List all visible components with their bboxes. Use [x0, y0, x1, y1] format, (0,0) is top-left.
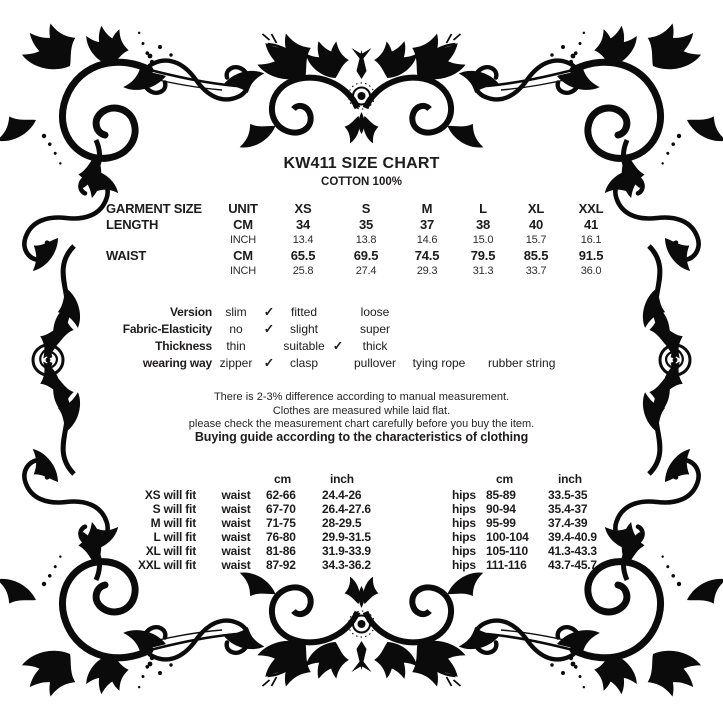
characteristic-label: Thickness [155, 339, 212, 353]
empty-cell [196, 545, 214, 559]
hips-cm-value: 90-94 [486, 501, 516, 516]
part-label: waist [221, 529, 251, 544]
empty-cell [392, 472, 452, 489]
size-cell: 31.3 [472, 265, 494, 278]
header-size-xs: XS [294, 201, 312, 216]
waist-cm-value: 67-70 [266, 501, 296, 516]
option: slight [289, 322, 318, 336]
waist-cm-value: 71-75 [266, 515, 296, 530]
option: fitted [290, 305, 317, 319]
guide-row-m [112, 517, 618, 531]
size-cell: 13.8 [355, 233, 377, 246]
part-label: hips [452, 557, 476, 572]
option [404, 321, 474, 338]
empty-cell [258, 472, 266, 489]
option [474, 304, 604, 321]
size-cell: 40 [528, 216, 544, 232]
part-label: waist [221, 501, 251, 516]
empty-cell [214, 472, 258, 489]
waist-cm-row [106, 248, 620, 264]
garment-size-table [106, 201, 620, 280]
size-fit-label: S will fit [152, 501, 196, 516]
size-fit-label: XS will fit [144, 488, 196, 502]
size-cell: 25.8 [292, 265, 314, 278]
size-fit-label: L will fit [153, 529, 196, 544]
check-icon [330, 304, 346, 321]
length-cm-row [106, 217, 620, 233]
fabric-subtitle: COTTON 100% [321, 176, 402, 188]
size-cell: 65.5 [290, 248, 316, 264]
guide-row-l [112, 531, 618, 545]
option [474, 338, 604, 355]
check-icon [330, 355, 346, 372]
header-garment-size: GARMENT SIZE [106, 201, 202, 216]
size-cell: 27.4 [355, 265, 377, 278]
waist-cm-header: cm [274, 472, 291, 486]
size-cell: 14.6 [416, 233, 438, 246]
guide-row-xxl [112, 559, 618, 573]
size-fit-label: XXL will fit [137, 557, 196, 572]
empty-cell [196, 517, 214, 531]
header-size-s: S [361, 201, 371, 216]
part-label: waist [221, 543, 251, 558]
part-label: waist [221, 557, 251, 572]
characteristic-label: Fabric-Elasticity [122, 322, 212, 336]
size-cell: 16.1 [580, 233, 602, 246]
guide-row-xs [112, 489, 618, 503]
empty-cell [258, 503, 266, 517]
page-title: KW411 SIZE CHART [283, 155, 440, 172]
option: slim [225, 305, 247, 319]
note-line: Clothes are measured while laid flat. [272, 404, 451, 417]
hips-cm-value: 85-89 [486, 488, 516, 502]
size-cell: 91.5 [578, 248, 604, 264]
size-cell: 33.7 [525, 265, 547, 278]
option: thin [226, 339, 246, 353]
buying-guide-table [112, 472, 618, 572]
check-icon: ✓ [263, 356, 275, 370]
characteristic-label: wearing way [142, 356, 212, 370]
size-table-header-row [106, 201, 620, 217]
waist-inch-value: 29.9-31.5 [322, 529, 371, 544]
size-fit-label: M will fit [150, 515, 196, 530]
empty-cell [196, 559, 214, 573]
waist-cm-value: 62-66 [266, 488, 296, 502]
empty-cell [452, 472, 486, 489]
size-cell: 15.7 [525, 233, 547, 246]
characteristic-row-elasticity [102, 321, 604, 338]
hips-cm-value: 105-110 [486, 543, 528, 558]
row-unit: INCH [229, 265, 257, 278]
row-unit: CM [233, 216, 253, 232]
empty-cell [196, 531, 214, 545]
row-label [106, 264, 214, 280]
part-label: waist [221, 488, 251, 502]
hips-cm-header: cm [496, 472, 513, 486]
empty-cell [258, 531, 266, 545]
option: zipper [219, 356, 253, 370]
empty-cell [258, 545, 266, 559]
size-cell: 74.5 [414, 248, 440, 264]
size-cell: 36.0 [580, 265, 602, 278]
waist-cm-value: 87-92 [266, 557, 296, 572]
hips-cm-value: 111-116 [486, 557, 527, 572]
size-cell: 41 [583, 216, 599, 232]
option: loose [360, 305, 390, 319]
option: pullover [353, 356, 397, 370]
option [404, 304, 474, 321]
hips-cm-value: 95-99 [486, 515, 516, 530]
empty-cell [392, 503, 452, 517]
empty-cell [196, 472, 214, 489]
measurement-notes [0, 391, 723, 432]
characteristic-row-wearing-way [102, 355, 604, 372]
row-unit: INCH [229, 233, 257, 246]
empty-cell [392, 531, 452, 545]
size-cell: 85.5 [523, 248, 549, 264]
note-line: There is 2-3% difference according to manual measurement. [213, 391, 510, 403]
empty-cell [392, 489, 452, 503]
empty-cell [196, 489, 214, 503]
part-label: hips [452, 488, 476, 502]
guide-row-s [112, 503, 618, 517]
size-cell: 13.4 [292, 233, 314, 246]
waist-inch-value: 28-29.5 [322, 515, 362, 530]
size-cell: 37 [419, 216, 435, 232]
row-unit: CM [233, 248, 253, 264]
check-icon [260, 338, 278, 355]
check-icon [330, 321, 346, 338]
part-label: waist [221, 515, 251, 530]
hips-inch-value: 33.5-35 [548, 488, 588, 502]
waist-inch-value: 26.4-27.6 [322, 501, 371, 516]
option: suitable [283, 339, 325, 353]
part-label: hips [452, 543, 476, 558]
waist-inch-row [106, 264, 620, 280]
waist-inch-value: 24.4-26 [322, 488, 362, 502]
hips-cm-value: 100-104 [486, 529, 529, 544]
characteristic-label: Version [170, 305, 212, 319]
size-cell: 29.3 [416, 265, 438, 278]
hips-inch-value: 35.4-37 [548, 501, 588, 516]
option [474, 321, 604, 338]
waist-cm-value: 81-86 [266, 543, 296, 558]
size-cell: 38 [475, 216, 491, 232]
characteristics-section [102, 304, 604, 372]
option: super [359, 322, 391, 336]
part-label: hips [452, 529, 476, 544]
note-line: please check the measurement chart carefully before you buy the item. [188, 418, 535, 430]
buying-guide-heading: Buying guide according to the characteristics of clothing [194, 430, 529, 444]
size-cell: 35 [358, 216, 374, 232]
hips-inch-header: inch [558, 472, 582, 486]
row-label [106, 233, 214, 249]
part-label: hips [452, 515, 476, 530]
header-unit: UNIT [228, 201, 258, 216]
size-cell: 69.5 [353, 248, 379, 264]
option: thick [362, 339, 388, 353]
check-icon: ✓ [263, 322, 275, 336]
check-icon: ✓ [263, 305, 275, 319]
header-size-xxl: XXL [578, 201, 604, 216]
empty-cell [258, 517, 266, 531]
length-inch-row [106, 233, 620, 249]
empty-cell [392, 545, 452, 559]
guide-header-row [112, 472, 618, 489]
option: rubber string [488, 356, 556, 370]
empty-cell [392, 517, 452, 531]
size-fit-label: XL will fit [145, 543, 196, 558]
empty-cell [392, 559, 452, 573]
hips-inch-value: 37.4-39 [548, 515, 588, 530]
part-label: hips [452, 501, 476, 516]
row-label: WAIST [106, 248, 147, 264]
option: clasp [289, 356, 318, 370]
option [404, 338, 474, 355]
waist-inch-value: 34.3-36.2 [322, 557, 371, 572]
waist-inch-value: 31.9-33.9 [322, 543, 371, 558]
header-size-m: M [421, 201, 433, 216]
size-cell: 34 [295, 216, 311, 232]
header-size-xl: XL [527, 201, 545, 216]
header-size-l: L [479, 201, 487, 216]
hips-inch-value: 41.3-43.3 [548, 543, 597, 558]
option: tying rope [412, 356, 466, 370]
size-cell: 79.5 [470, 248, 496, 264]
check-icon: ✓ [332, 339, 344, 353]
row-label: LENGTH [106, 216, 159, 232]
waist-inch-header: inch [330, 472, 354, 486]
empty-cell [258, 489, 266, 503]
empty-cell [258, 559, 266, 573]
size-cell: 15.0 [472, 233, 494, 246]
guide-row-xl [112, 545, 618, 559]
hips-inch-value: 43.7-45.7 [548, 557, 597, 572]
hips-inch-value: 39.4-40.9 [548, 529, 597, 544]
characteristic-row-version [102, 304, 604, 321]
waist-cm-value: 76-80 [266, 529, 296, 544]
option: no [229, 322, 243, 336]
empty-cell [196, 503, 214, 517]
empty-cell [112, 472, 196, 489]
characteristic-row-thickness [102, 338, 604, 355]
